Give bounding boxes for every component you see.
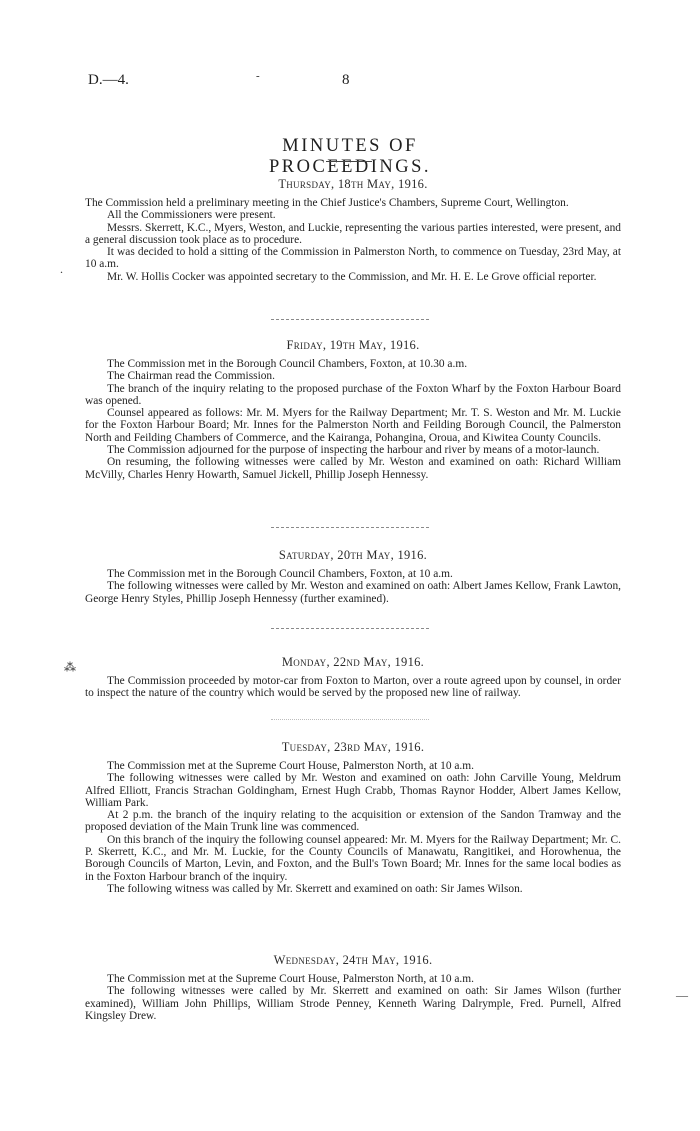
entry-paragraph: The Commission held a preliminary meeting in the Chief Justice's Chambers, Supreme Court, Wellington. (85, 197, 569, 209)
minutes-entry-tuesday (85, 740, 621, 895)
page-title: MINUTES OF PROCEEDINGS. (268, 136, 432, 177)
minutes-entry-monday (85, 655, 621, 700)
section-separator (271, 719, 429, 720)
entry-date: Monday, 22nd May, 1916. (281, 655, 425, 669)
entry-paragraph: Counsel appeared as follows: Mr. M. Myers for the Railway Department; Mr. T. S. Weston and Mr. M. Luckie for the Foxton Harbour Board; Mr. Innes for the Palmerston North and Feilding Borough Council, the Palmerston North and Feilding Chambers of Commerce, and the Kairanga, Pohangina, Oroua, and Kiwitea County Councils. (85, 407, 621, 444)
entry-paragraph: Mr. W. Hollis Cocker was appointed secretary to the Commission, and Mr. H. E. Le Grove official reporter. (107, 270, 597, 283)
entry-date: Thursday, 18th May, 1916. (278, 177, 428, 191)
entry-paragraph: The branch of the inquiry relating to the proposed purchase of the Foxton Wharf by the Foxton Harbour Board was opened. (85, 382, 621, 407)
entry-paragraph: The Commission met at the Supreme Court House, Palmerston North, at 10 a.m. (107, 760, 474, 772)
minutes-entry-saturday (85, 548, 621, 605)
entry-paragraph: The Commission adjourned for the purpose of inspecting the harbour and river by means of a motor-launch. (107, 444, 600, 457)
margin-dash: — (676, 988, 688, 1002)
entry-paragraph: At 2 p.m. the branch of the inquiry relating to the acquisition or extension of the Sandon Tramway and the proposed deviation of the Main Trunk line was commenced. (85, 809, 621, 834)
title-rule (326, 161, 372, 162)
entry-paragraph: The following witnesses were called by Mr. Skerrett and examined on oath: Sir James Wilson (further examined), William John Phillips, William Strode Penney, Kenneth Waring Dalrymple, Fred. Purnell, Alfred Kingsley Drew. (85, 985, 621, 1022)
entry-date: Saturday, 20th May, 1916. (278, 548, 428, 562)
entry-paragraph: The following witness was called by Mr. Skerrett and examined on oath: Sir James Wilson. (107, 882, 523, 895)
entry-date: Tuesday, 23rd May, 1916. (281, 740, 425, 754)
entry-paragraph: The Commission met in the Borough Council Chambers, Foxton, at 10 a.m. (107, 568, 453, 580)
entry-paragraph: On resuming, the following witnesses were called by Mr. Weston and examined on oath: Richard William McVilly, Charles Henry Howarth, Samuel Jickell, Phillip Joseph Hennessy. (85, 456, 621, 481)
margin-tick: . (60, 262, 63, 276)
section-separator (271, 319, 429, 320)
entry-paragraph: The Commission met in the Borough Council Chambers, Foxton, at 10.30 a.m. (107, 358, 468, 370)
minutes-entry-friday (85, 338, 621, 481)
section-separator (271, 628, 429, 629)
entry-paragraph: The following witnesses were called by Mr. Weston and examined on oath: John Carville Young, Meldrum Alfred Elliott, Francis Strachan Goldingham, Ernest Hugh Crabb, Thomas Raynor Hodder, Albert James Kellow, William Park. (85, 772, 621, 809)
entry-paragraph: The following witnesses were called by Mr. Weston and examined on oath: Albert James Kellow, Frank Lawton, George Henry Styles, Phillip Joseph Hennessy (further examined). (85, 580, 621, 605)
entry-paragraph: The Chairman read the Commission. (107, 370, 275, 383)
entry-date: Friday, 19th May, 1916. (286, 338, 420, 352)
entry-paragraph: Messrs. Skerrett, K.C., Myers, Weston, and Luckie, representing the various parties interested, were present, and a general discussion took place as to procedure. (85, 221, 621, 246)
document-reference: D.—4. (88, 72, 129, 88)
section-separator (271, 527, 429, 528)
entry-date: Wednesday, 24th May, 1916. (273, 953, 433, 967)
page-header (88, 72, 700, 94)
margin-ornament: ⁂ (64, 660, 76, 674)
entry-paragraph: The Commission met at the Supreme Court House, Palmerston North, at 10 a.m. (107, 973, 474, 985)
entry-paragraph: On this branch of the inquiry the following counsel appeared: Mr. M. Myers for the Railway Department; Mr. C. P. Skerrett, K.C., and Mr. M. Luckie, for the County Councils of Manawatu, Rangitikei, and Horowhenua, the Borough Councils of Marton, Levin, and Foxton, and the Bull's Town Board; Mr. Innes for the same local bodies as in the Foxton Harbour branch of the inquiry. (85, 833, 621, 883)
entry-paragraph: The Commission proceeded by motor-car from Foxton to Marton, over a route agreed upon by counsel, in order to inspect the nature of the country which would be served by the proposed new line of railway. (85, 675, 621, 700)
minutes-entry-thursday (85, 177, 621, 283)
header-mark: - (256, 70, 260, 82)
minutes-entry-wednesday (85, 953, 621, 1022)
entry-paragraph: All the Commissioners were present. (107, 209, 276, 222)
entry-paragraph: It was decided to hold a sitting of the Commission in Palmerston North, to commence on Tuesday, 23rd May, at 10 a.m. (85, 246, 621, 271)
page-number: 8 (342, 72, 350, 88)
